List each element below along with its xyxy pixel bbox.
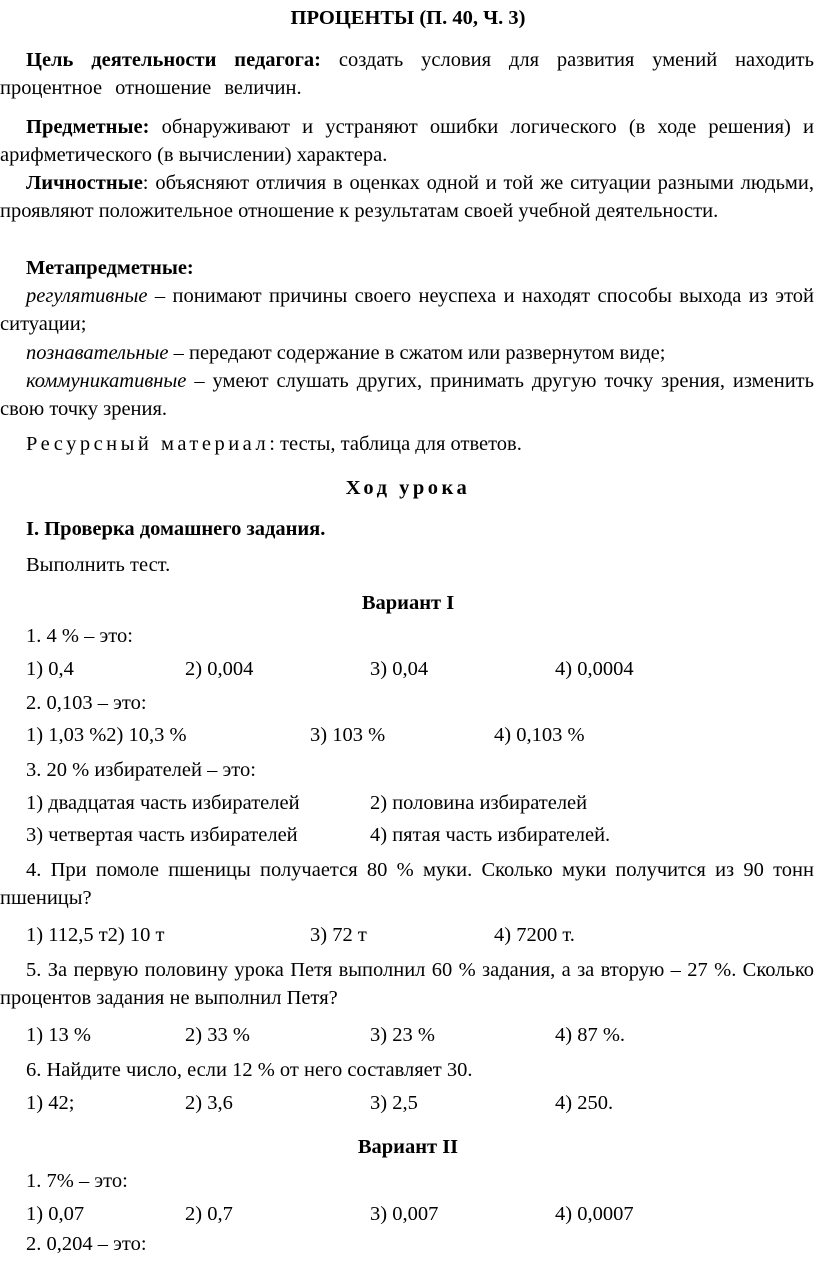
v1-q6-opt1: 1) 42; [26,1092,75,1114]
goal-text: создать условия для развития умений находить процентное отношение величин. [0,49,814,99]
personal-label: Личностные [26,172,143,194]
cognitive-text: – передают содержание в сжатом или развернутом виде; [168,342,666,364]
goal-paragraph [0,46,816,102]
v1-q2-text: 2. 0,103 – это: [26,692,147,714]
v1-q5-paragraph [0,956,816,1012]
v1-q6-opt4: 4) 250. [555,1092,614,1114]
v1-q2-opt3: 4) 0,103 % [494,724,585,746]
v1-q1-text: 1. 4 % – это: [26,625,133,647]
v1-q3-opt4: 4) пятая часть избирателей. [370,824,611,846]
personal-text: : объясняют отличия в оценках одной и той же ситуации разными людьми, проявляют положительное отношение к результатам своей учебной деятельности. [0,172,814,222]
subject-label: Предметные: [26,116,150,138]
v1-q2-opt2: 3) 103 % [310,724,386,746]
v2-q1-opt2: 2) 0,7 [185,1203,233,1225]
v1-q6-opt3: 3) 2,5 [370,1092,418,1114]
lesson-heading: Ход урока [345,477,471,499]
v1-q1-opt2: 2) 0,004 [185,658,254,680]
v1-q1-opt3: 3) 0,04 [370,658,429,680]
v1-q4-text: 4. При помоле пшеницы получается 80 % муки. Сколько муки получится из 90 тонн пшеницы? [0,859,814,909]
v1-q5-opt1: 1) 13 % [26,1024,91,1046]
v1-q3-opt2: 2) половина избирателей [370,792,588,814]
v1-q6-opt2: 2) 3,6 [185,1092,233,1114]
meta-label: Метапредметные: [26,257,194,279]
resources-line [26,430,522,458]
v2-q1-text: 1. 7% – это: [26,1170,128,1192]
v1-q3-opt3: 3) четвертая часть избирателей [26,824,298,846]
regulatory-text: – понимают причины своего неуспеха и находят способы выхода из этой ситуации; [0,285,814,335]
v1-q4-opt3: 4) 7200 т. [494,924,575,946]
v1-q4-opt1: 1) 112,5 т2) 10 т [26,924,165,946]
meta-heading [0,254,816,282]
v2-q1-opt4: 4) 0,0007 [555,1203,634,1225]
page-title: ПРОЦЕНТЫ (П. 40, Ч. 3) [290,7,526,29]
regulatory-paragraph [0,282,816,338]
personal-paragraph [0,169,816,225]
v2-q1-opt1: 1) 0,07 [26,1203,85,1225]
v1-q6-text: 6. Найдите число, если 12 % от него составляет 30. [26,1059,473,1081]
v1-q2-opt1: 1) 1,03 %2) 10,3 % [26,724,187,746]
regulatory-label: регулятивные [26,285,148,307]
v1-q5-opt3: 3) 23 % [370,1024,435,1046]
subject-paragraph [0,113,816,169]
variant2-heading: Вариант II [357,1136,459,1158]
v2-q2-text: 2. 0,204 – это: [26,1233,147,1255]
v1-q3-opt1: 1) двадцатая часть избирателей [26,792,300,814]
v1-q3-text: 3. 20 % избирателей – это: [26,759,256,781]
cognitive-paragraph [0,339,816,367]
goal-label: Цель деятельности педагога: [26,49,321,71]
v1-q1-opt4: 4) 0,0004 [555,658,634,680]
communicative-label: коммуникативные [26,370,187,392]
resources-text: : тесты, таблица для ответов. [269,433,522,455]
communicative-paragraph [0,367,816,423]
v1-q5-opt2: 2) 33 % [185,1024,250,1046]
v1-q4-paragraph [0,856,816,912]
v1-q1-opt1: 1) 0,4 [26,658,74,680]
resources-label: Ресурсный материал [26,433,270,455]
v1-q5-text: 5. За первую половину урока Петя выполнил 60 % задания, а за вторую – 27 %. Сколько процентов задания не выполнил Петя? [0,959,814,1009]
section1-text: Выполнить тест. [26,554,171,576]
subject-text: обнаруживают и устраняют ошибки логического (в ходе решения) и арифметического (в вычислении) характера. [0,116,814,166]
v2-q1-opt3: 3) 0,007 [370,1203,439,1225]
cognitive-label: познавательные [26,342,169,364]
v1-q4-opt2: 3) 72 т [310,924,367,946]
v1-q5-opt4: 4) 87 %. [555,1024,626,1046]
section1-heading: I. Проверка домашнего задания. [26,518,326,540]
communicative-text: – умеют слушать других, принимать другую точку зрения, изменить свою точку зрения. [0,370,814,420]
variant1-heading: Вариант I [361,592,455,614]
